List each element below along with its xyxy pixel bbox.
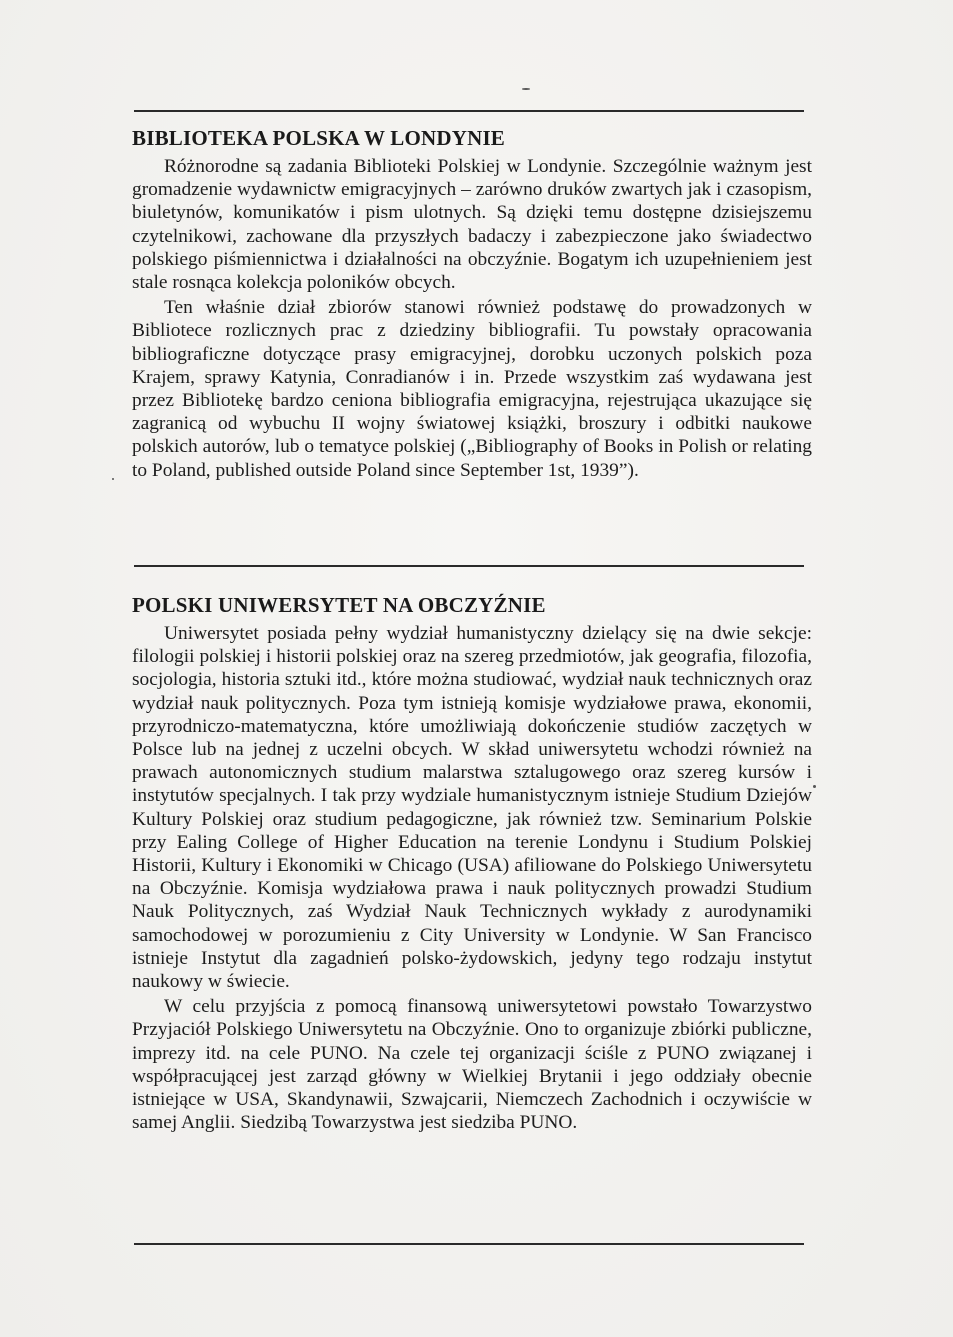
bottom-rule (134, 1243, 804, 1245)
section-uniwersytet (132, 592, 812, 1134)
section-heading: BIBLIOTEKA POLSKA W LONDYNIE (132, 126, 506, 150)
paper-speck (522, 88, 530, 90)
paragraph: Różnorodne są zadania Biblioteki Polskiej w Londynie. Szczególnie ważnym jest gromadzenie wydawnictw emigracyjnych – zarówno druków zwartych jak i czasopism, biuletynów, komunikatów i pism ulotnych. Są dzięki temu dostępne dzisiejszemu czytelnikowi, zachowane dla przyszłych badaczy i zabezpieczone jako świadectwo polskiego piśmiennictwa i działalności na obczyźnie. Bogatym ich uzupełnieniem jest stale rosnąca kolekcja poloników obcych. (132, 156, 812, 294)
paragraph: Ten właśnie dział zbiorów stanowi również podstawę do prowadzonych w Bibliotece rozlicznych prac z dziedziny bibliografii. Tu powstały opracowania bibliograficzne dotyczące prasy emigracyjnej, dorobku uczonych polskich poza Krajem, sprawy Katynia, Conradianów i in. Przede wszystkim zaś wydawana jest przez Bibliotekę bardzo ceniona bibliografia emigracyjna, rejestrująca ukazujące się zagranicą od wybuchu II wojny światowej książki, broszury i odbitki naukowe polskich autorów, lub o tematyce polskiej („Bibliography of Books in Polish or relating to Poland, published outside Poland since September 1st, 1939”). (132, 297, 812, 481)
paper-speck (813, 785, 816, 788)
middle-rule (134, 565, 804, 567)
paper-speck (112, 478, 114, 480)
paragraph: W celu przyjścia z pomocą finansową uniwersytetowi powstało Towarzystwo Przyjaciół Polskiego Uniwersytetu na Obczyźnie. Ono to organizuje zbiórki publiczne, imprezy itd. na cele PUNO. Na czele tej organizacji ściśle z PUNO związanej i współpracującej jest zarząd główny w Wielkiej Brytanii i jego oddziały obecnie istniejące w USA, Skandynawii, Szwajcarii, Niemczech Zachodnich i oczywiście w samej Anglii. Siedzibą Towarzystwa jest siedziba PUNO. (132, 996, 812, 1134)
top-rule (134, 110, 804, 112)
paragraph: Uniwersytet posiada pełny wydział humanistyczny dzielący się na dwie sekcje: filologii polskiej i historii polskiej oraz na szereg przedmiotów, jak geografia, filozofia, socjologia, historia sztuki itd., które można studiować, wydział nauk technicznych oraz wydział nauk politycznych. Poza tym istnieją komisje wydziałowe prawa, ekonomii, przyrodniczo-matematyczna, które umożliwiają dokończenie studiów zaczętych w Polsce lub na jednej z uczelni obcych. W skład uniwersytetu wchodzi również na prawach autonomicznych studium malarstwa sztalugowego oraz szereg kursów i instytutów specjalnych. I tak przy wydziale humanistycznym istnieje Studium Dziejów Kultury Polskiej oraz studium pedagogiczne, jak również tzw. Seminarium Polskie przy Ealing College of Higher Education na terenie Londynu i Studium Polskiej Historii, Kultury i Ekonomiki w Chicago (USA) afiliowane do Polskiego Uniwersytetu na Obczyźnie. Komisja wydziałowa prawa i nauk politycznych prowadzi Studium Nauk Politycznych, zaś Wydział Nauk Technicznych wykłady z aurodynamiki samochodowej w porozumieniu z City University w Londynie. W San Francisco istnieje Instytut dla zagadnień polsko-żydowskich, jedyny tego rodzaju instytut naukowy w świecie. (132, 623, 812, 993)
section-biblioteka (132, 125, 812, 482)
section-heading: POLSKI UNIWERSYTET NA OBCZYŹNIE (132, 593, 546, 617)
